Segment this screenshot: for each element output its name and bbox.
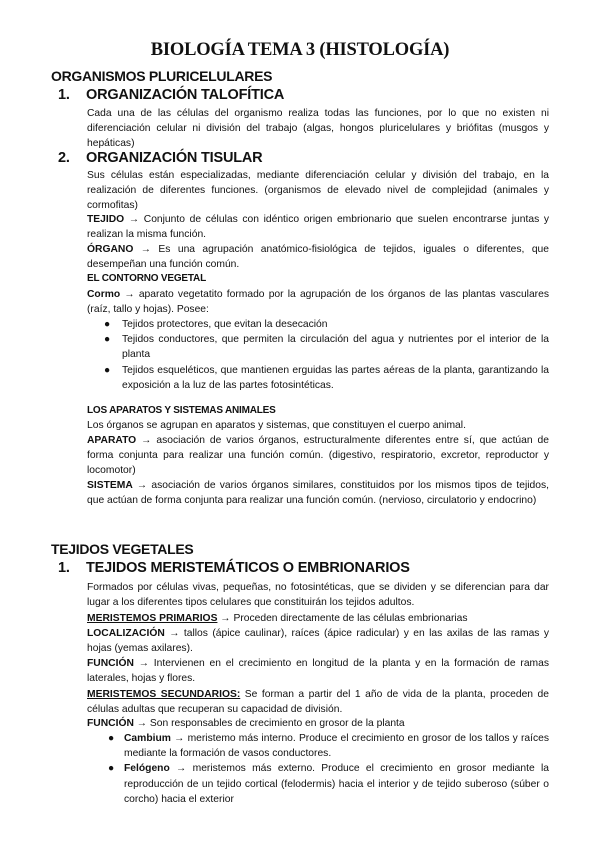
list-item xyxy=(104,761,549,807)
list-item xyxy=(100,332,549,362)
paragraph-tisular: Sus células están especializadas, mediante diferenciación celular y división del trabajo, en la realización de diferentes funciones. (organismos de elevado nivel de complejidad (animales y cormofitas) xyxy=(87,170,549,212)
definition-cormo xyxy=(87,287,549,317)
list-item xyxy=(104,731,549,761)
subsection-title: ORGANIZACIÓN TISULAR xyxy=(86,150,263,166)
definition-sistema xyxy=(87,478,549,508)
definition-text: → Conjunto de células con idéntico origen embrionario que suelen encontrarse juntas y realizan la misma función. xyxy=(87,214,549,241)
subsection-title: TEJIDOS MERISTEMÁTICOS O EMBRIONARIOS xyxy=(86,560,410,576)
definition-localizacion xyxy=(87,626,549,656)
list-item-text: → meristemos más externo. Produce el crecimiento en grosor mediante la reproducción de un tejido cortical (felodermis) hacia el interior y de tejido suberoso (súber o corcho) hacia el exterior xyxy=(124,763,549,805)
term-funcion: FUNCIÓN xyxy=(87,658,134,669)
paragraph-aparatos-intro: Los órganos se agrupan en aparatos y sistemas, que constituyen el cuerpo animal. xyxy=(87,420,466,431)
term-felogeno: Felógeno xyxy=(124,763,170,775)
definition-meristemos-secundarios xyxy=(87,687,549,717)
bullet-icon: ● xyxy=(108,733,115,744)
definition-tejido xyxy=(87,212,549,242)
subsection-number: 2. xyxy=(58,150,70,166)
term-organo: ÓRGANO xyxy=(87,244,134,255)
heading-contorno-vegetal: EL CONTORNO VEGETAL xyxy=(87,273,206,284)
section-heading-organismos: ORGANISMOS PLURICELULARES xyxy=(51,68,273,84)
paragraph-talofitica: Cada una de las células del organismo realiza todas las funciones, por lo que no existen ni diferenciación celular ni división del trabajo (algas, hongos pluricelulares y briófitas (musgos y hepáticas) xyxy=(87,108,549,150)
subsection-heading-meristematicos xyxy=(58,560,410,576)
list-item-text: → meristemo más interno. Produce el crecimiento en grosor de los tallos y raíces mediante la formación de vasos conductores. xyxy=(124,733,549,760)
subsection-title: ORGANIZACIÓN TALOFÍTICA xyxy=(86,87,285,103)
bullet-icon: ● xyxy=(104,319,111,330)
list-item xyxy=(100,363,549,393)
definition-meristemos-primarios xyxy=(87,611,549,626)
definition-text: → asociación de varios órganos similares, constituidos por los mismos tipos de tejidos, que actúan de forma conjunta para realizar una función común. (nervioso, circulatorio y endocrino) xyxy=(87,480,549,507)
subsection-heading-tisular xyxy=(58,150,262,166)
paragraph-meristematicos: Formados por células vivas, pequeñas, no fotosintéticas, que se dividen y se diferencian para dar lugar a los diferentes tipos celulares que constituirán los tejidos adultos. xyxy=(87,582,549,609)
page-title: BIOLOGÍA TEMA 3 (HISTOLOGÍA) xyxy=(150,40,450,60)
subsection-heading-talofitica xyxy=(58,87,284,103)
definition-text: Se forman a partir del 1 año de vida de la planta, proceden de células adultas que recuperan su capacidad de división. xyxy=(87,689,549,716)
section-heading-vegetales: TEJIDOS VEGETALES xyxy=(51,541,194,557)
bullet-icon: ● xyxy=(104,364,111,376)
bullet-icon: ● xyxy=(108,763,115,775)
meristemos-list xyxy=(104,731,549,807)
term-funcion: FUNCIÓN xyxy=(87,718,134,729)
list-item-text: Tejidos esqueléticos, que mantienen erguidas las partes aéreas de la planta, garantizando la exposición a la luz de las partes fotosintéticas. xyxy=(122,364,549,391)
term-cormo: Cormo xyxy=(87,289,121,300)
definition-aparato xyxy=(87,433,549,479)
definition-funcion-secundarios xyxy=(87,716,549,731)
cormo-list xyxy=(100,317,549,393)
list-item-text: Tejidos protectores, que evitan la desecación xyxy=(122,319,328,330)
term-localizacion: LOCALIZACIÓN xyxy=(87,628,165,639)
definition-text: → asociación de varios órganos, estructuralmente diferentes entre sí, que actúan de forma conjunta para realizar una función común. (digestivo, respiratorio, excretor, reproductor y locomotor) xyxy=(87,435,549,477)
bullet-icon: ● xyxy=(104,334,111,346)
list-item-text: Tejidos conductores, que permiten la circulación del agua y nutrientes por el interior de la planta xyxy=(122,334,549,361)
list-item xyxy=(100,317,549,332)
definition-text: → Proceden directamente de las células embrionarias xyxy=(217,613,468,624)
heading-aparatos-sistemas: LOS APARATOS Y SISTEMAS ANIMALES xyxy=(87,405,276,416)
subsection-number: 1. xyxy=(58,560,70,576)
definition-text: → aparato vegetatito formado por la agrupación de los órganos de las plantas vasculares (raíz, tallo y hojas). Posee: xyxy=(87,289,549,316)
definition-text: → Es una agrupación anatómico-fisiológica de tejidos, iguales o diferentes, que desempeñan una función común. xyxy=(87,244,549,271)
term-tejido: TEJIDO xyxy=(87,214,125,225)
definition-text: → tallos (ápice caulinar), raíces (ápice radicular) y en las axilas de las ramas y hojas (yemas axilares). xyxy=(87,628,549,655)
term-aparato: APARATO xyxy=(87,435,137,446)
term-meristemos-secundarios: MERISTEMOS SECUNDARIOS: xyxy=(87,689,241,700)
term-sistema: SISTEMA xyxy=(87,480,133,491)
definition-text: → Intervienen en el crecimiento en longitud de la planta y en la formación de ramas laterales, hojas y flores. xyxy=(87,658,549,685)
definition-organo xyxy=(87,242,549,272)
term-meristemos-primarios: MERISTEMOS PRIMARIOS xyxy=(87,613,218,624)
subsection-number: 1. xyxy=(58,87,70,103)
term-cambium: Cambium xyxy=(124,733,171,744)
definition-funcion-primarios xyxy=(87,656,549,686)
definition-text: → Son responsables de crecimiento en grosor de la planta xyxy=(133,718,405,729)
